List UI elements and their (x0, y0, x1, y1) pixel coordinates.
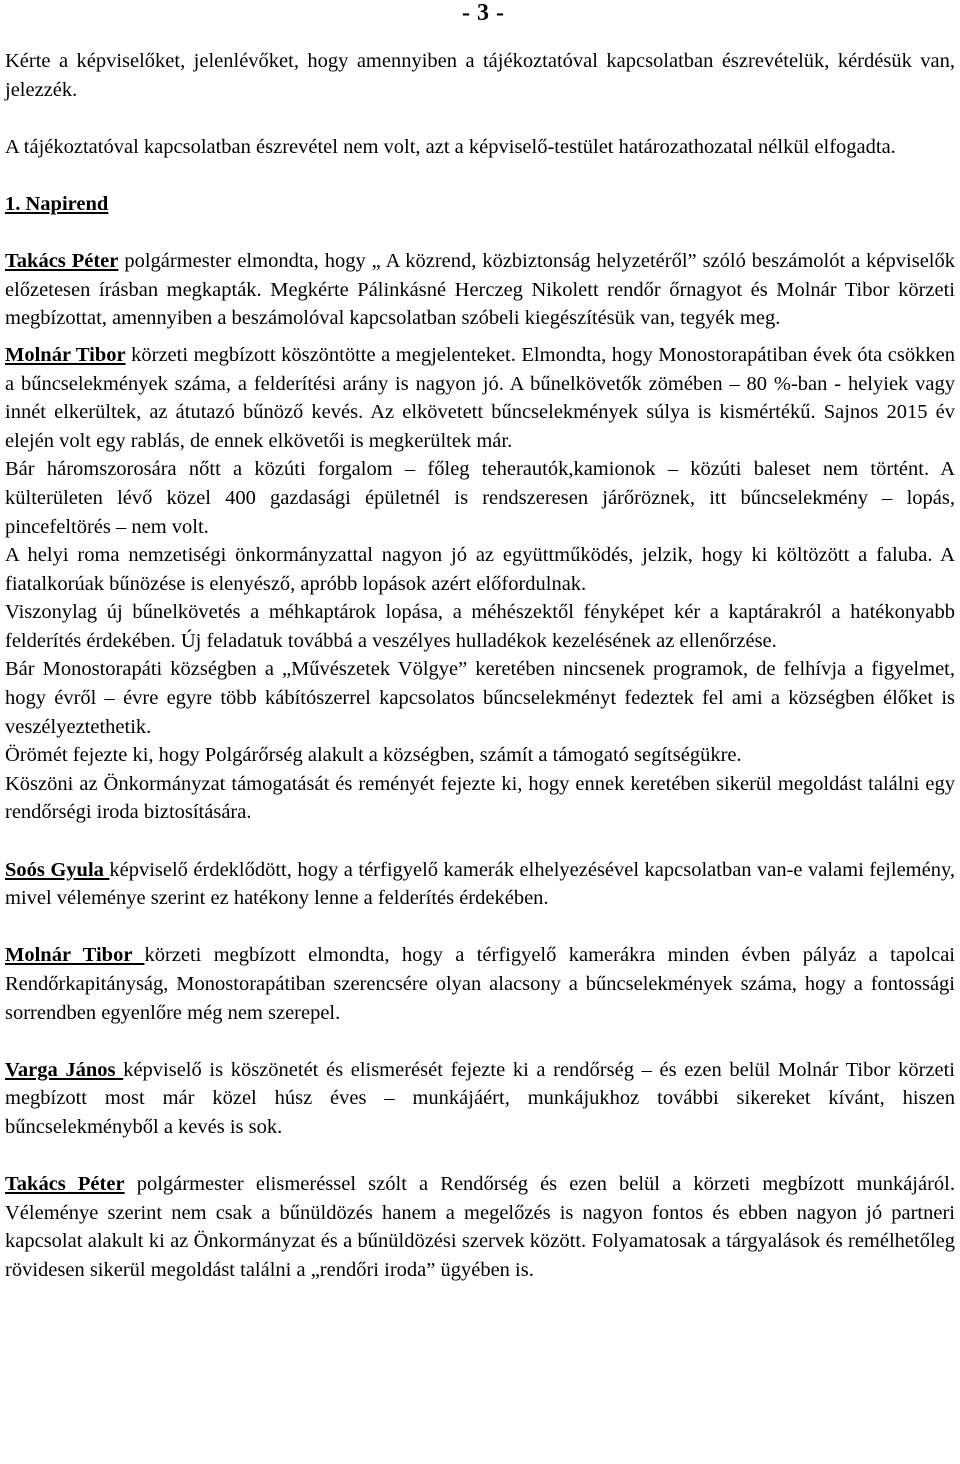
paragraph-text: képviselő érdeklődött, hogy a térfigyelő kamerák elhelyezésével kapcsolatban van-e valami fejlemény, mivel véleménye szerint ez hatékony lenne a felderítés érdekében. (5, 858, 955, 910)
paragraph-takacs-2 (5, 1170, 955, 1284)
paragraph-roma: A helyi roma nemzetiségi önkormányzattal nagyon jó az együttműködés, jelzik, hogy ki költözött a faluba. A fiatalkorúak bűnözése is elenyésző, apróbb lopások azért előfordulnak. (5, 544, 955, 595)
paragraph-text: körzeti megbízott elmondta, hogy a térfigyelő kamerákra minden évben pályáz a tapolcai Rendőrkapitányság, Monostorapátiban szerencsére olyan alacsony a bűncselekmények száma, hogy a fontossági sorrendben egyenlőre még nem szerepel. (5, 944, 956, 1024)
intro-request: Kérte a képviselőket, jelenlévőket, hogy amennyiben a tájékoztatóval kapcsolatban észrevételük, kérdésük van, jelezzék. (5, 50, 955, 101)
speaker-name: Takács Péter (5, 1173, 125, 1196)
paragraph-soos (5, 856, 955, 913)
paragraph-varga (5, 1056, 955, 1142)
paragraph-text: polgármester elmondta, hogy „ A közrend, közbiztonság helyzetéről” szóló beszámolót a képviselők előzetesen írásban megkapták. Megkérte Pálinkásné Herczeg Nikolett rendőr őrnagyot és Molnár Tibor körzeti megbízottat, amennyiben a beszámolóval kapcsolatban szóbeli kiegészítésük van, tegyék meg. (5, 250, 956, 330)
paragraph-text: képviselő is köszönetét és elismerését fejezte ki a rendőrség – és ezen belül Molnár Tibor körzeti megbízott most már közel húsz éves – munkájáért, munkájukhoz további sikereket kívánt, hiszen bűncselekményből a kevés is sok. (5, 1058, 956, 1138)
paragraph-police-office: Köszöni az Önkormányzat támogatását és reményét fejezte ki, hogy ennek keretében sikerül megoldást találni egy rendőrségi iroda biztosítására. (5, 772, 955, 824)
speaker-name: Molnár Tibor (5, 944, 145, 967)
agenda-heading: 1. Napirend (5, 192, 109, 215)
paragraph-text: körzeti megbízott köszöntötte a megjelenteket. Elmondta, hogy Monostorapátiban évek óta csökken a bűncselekmények száma, a felderítési arány is nagyon jó. A bűnelkövetők zömében – 80 %-ban - helyiek vagy innét elkerültek, az átutazó bűnöző kevés. Az elkövetett bűncselekmények súlya is kismértékű. Sajnos 2015 év elején volt egy rablás, de ennek elkövetői is megkerültek már. (5, 343, 955, 452)
paragraph-drugs: Bár Monostorapáti községben a „Művészetek Völgye” keretében nincsenek programok, de felhívja a figyelmet, hogy évről – évre egyre több kábítószerrel kapcsolatos bűncselekményt fedeztek fel ami a községben élőket is veszélyeztethetik. (5, 658, 955, 738)
speaker-name: Varga János (5, 1058, 124, 1081)
speaker-name: Takács Péter (5, 250, 119, 273)
paragraph-text: polgármester elismeréssel szólt a Rendőrség és ezen belül a körzeti megbízott munkájáról. Véleménye szerint nem csak a bűnüldözés hanem a megelőzés is nagyon fontos és ebben nagyon jó partneri kapcsolat alakult ki az Önkormányzat és a bűnüldözési szervek között. Folyamatosak a tárgyalások és remélhetőleg rövidesen sikerül megoldást találni a „rendőri iroda” ügyében is. (5, 1173, 955, 1281)
paragraph-civil-guard: Örömét fejezte ki, hogy Polgárőrség alakult a községben, számít a támogató segítségükre. (5, 744, 742, 767)
speaker-name: Soós Gyula (5, 858, 110, 881)
paragraph-beehives: Viszonylag új bűnelkövetés a méhkaptárok lopása, a méhészektől fényképet kér a kaptárakról a hatékonyabb felderítés érdekében. Új feladatuk továbbá a veszélyes hulladékok kezelésének az ellenőrzése. (5, 601, 955, 652)
paragraph-molnar-2 (5, 941, 955, 1027)
page-number: - 3 - (462, 0, 505, 26)
intro-accepted: A tájékoztatóval kapcsolatban észrevétel nem volt, azt a képviselő-testület határozathozatal nélkül elfogadta. (5, 135, 896, 158)
speaker-name: Molnár Tibor (5, 343, 126, 366)
paragraph-traffic: Bár háromszorosára nőtt a közúti forgalom – főleg teherautók,kamionok – közúti baleset nem történt. A külterületen lévő közel 400 gazdasági épületnél is rendszeresen járőröznek, itt bűncselekmény – lopás, pincefeltörés – nem volt. (5, 458, 955, 538)
document-page (5, 47, 955, 1285)
paragraph-molnar-1 (5, 341, 955, 455)
paragraph-takacs-1 (5, 247, 955, 333)
